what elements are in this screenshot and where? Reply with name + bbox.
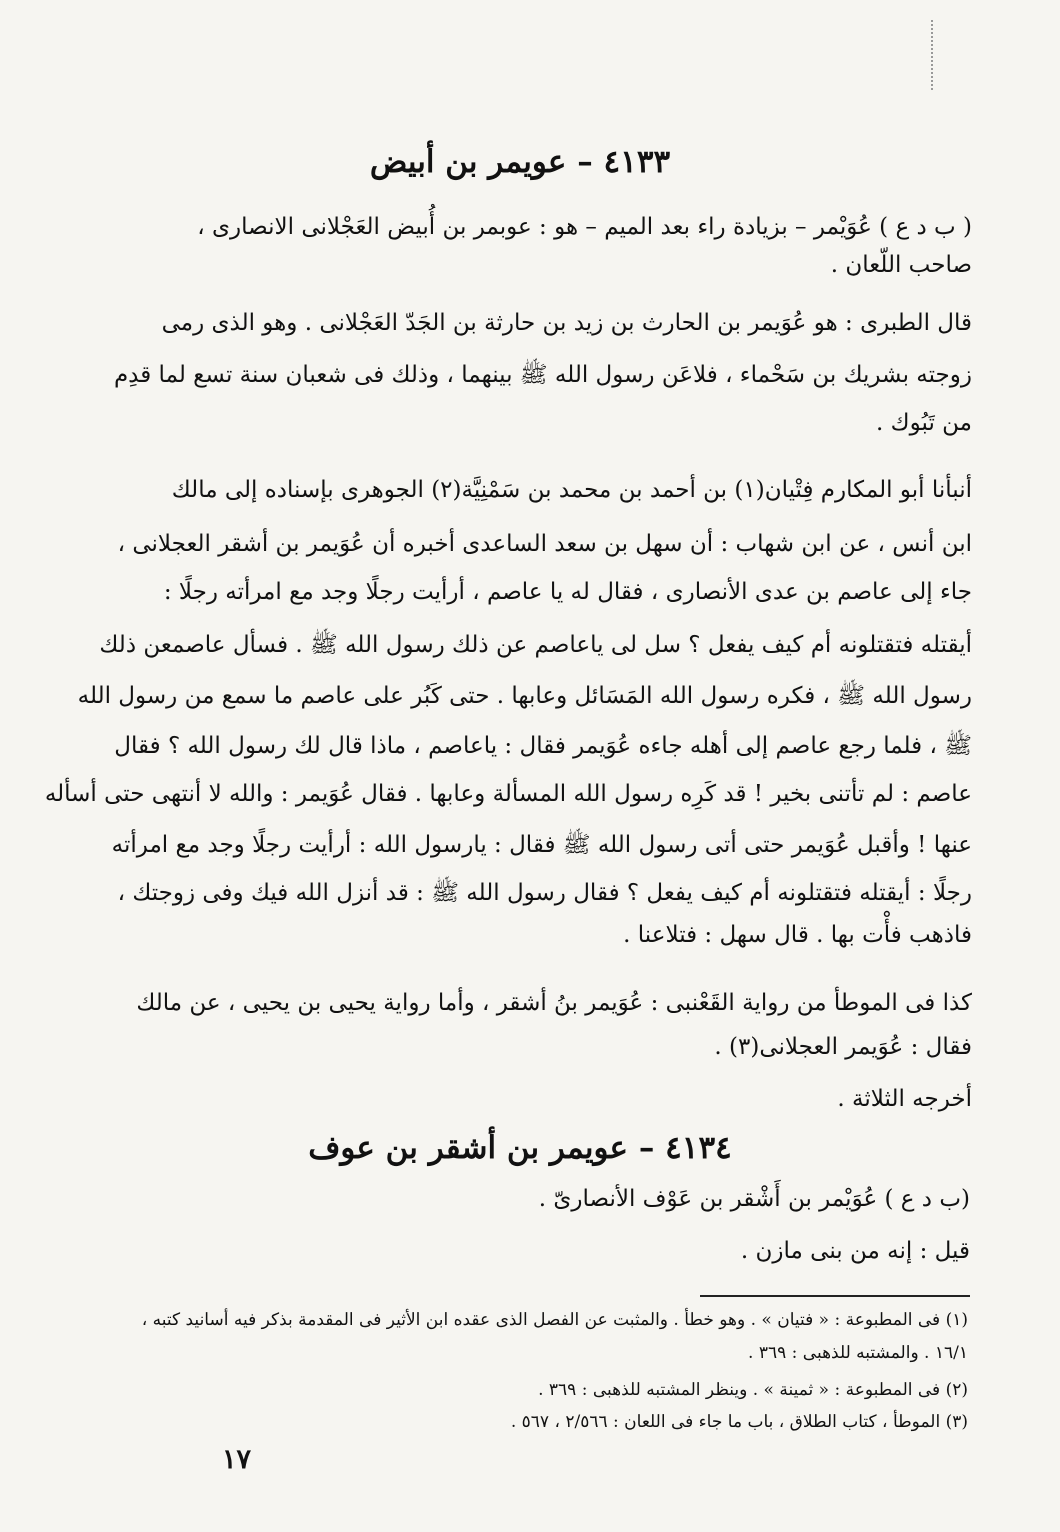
- entry-line: جاء إلى عاصم بن عدى الأنصارى ، فقال له يا عاصم ، أرأيت رجلًا وجد مع امرأته رجلًا :: [163, 579, 972, 605]
- entry-line: أخرجه الثلاثة .: [837, 1086, 972, 1112]
- entry-line: فقال : عُوَيمر العجلانى(٣) .: [714, 1034, 972, 1060]
- entry-line: من تَبُوك .: [876, 410, 972, 436]
- entry-line: صاحب اللّعان .: [830, 252, 972, 278]
- entry-line: رجلًا : أيقتله فتقتلونه أم كيف يفعل ؟ فقال رسول الله ﷺ : قد أنزل الله فيك وفى زوجتك ،: [117, 880, 972, 906]
- entry-line: رسول الله ﷺ ، فكره رسول الله المَسَائل وعابها . حتى كَبُر على عاصم ما سمع من رسول الله: [77, 683, 972, 709]
- entry-line: ﷺ ، فلما رجع عاصم إلى أهله جاءه عُوَيمر فقال : ياعاصم ، ماذا قال لك رسول الله ؟ فقال: [114, 733, 972, 759]
- entry-title: ٤١٣٤ – عويمر بن أشقر بن عوف: [308, 1130, 732, 1166]
- entry-line: فاذهب فأْت بها . قال سهل : فتلاعنا .: [623, 922, 972, 948]
- margin-dotted-line: [931, 20, 933, 90]
- footnote: (٢) فى المطبوعة : « ثمينة » . وينظر المشتبه للذهبى : ٣٦٩ .: [538, 1380, 968, 1400]
- entry-line: قال الطبرى : هو عُوَيمر بن الحارث بن زيد بن حارثة بن الجَدّ العَجْلانى . وهو الذى رمى: [161, 310, 972, 336]
- entry-line: ابن أنس ، عن ابن شهاب : أن سهل بن سعد الساعدى أخبره أن عُوَيمر بن أشقر العجلانى ،: [117, 531, 972, 557]
- entry-line: زوجته بشريك بن سَحْماء ، فلاعَن رسول الله ﷺ بينهما ، وذلك فى شعبان سنة تسع لما قدِم: [113, 362, 972, 388]
- footnote: ١٦/١ . والمشتبه للذهبى : ٣٦٩ .: [748, 1343, 968, 1363]
- entry-line: كذا فى الموطأ من رواية القَعْنبى : عُوَيمر بنُ أشقر ، وأما رواية يحيى بن يحيى ، عن مالك: [136, 990, 972, 1016]
- entry-line: أيقتله فتقتلونه أم كيف يفعل ؟ سل لى ياعاصم عن ذلك رسول الله ﷺ . فسأل عاصمعن ذلك: [99, 632, 972, 658]
- entry-line: (ب د ع ) عُوَيْمر بن أَشْقر بن عَوْف الأنصارىّ .: [538, 1186, 970, 1212]
- page-number: ١٧: [222, 1444, 252, 1475]
- entry-line: ( ب د ع ) عُوَيْمر – بزيادة راء بعد الميم – هو : عوبمر بن أُبيض العَجْلانى الانصارى ،: [197, 214, 972, 240]
- entry-line: عاصم : لم تأتنى بخير ! قد كَرِه رسول الله المسألة وعابها . فقال عُوَيمر : والله لا أنتهى حتى أسأله: [44, 781, 972, 807]
- entry-line: عنها ! وأقبل عُوَيمر حتى أتى رسول الله ﷺ فقال : يارسول الله : أرأيت رجلًا وجد مع امرأته: [111, 832, 972, 858]
- footnote: (١) فى المطبوعة : « فتيان » . وهو خطأ . والمثبت عن الفصل الذى عقده ابن الأثير فى المقدمة بذكر فيه أسانيد كتبه ،: [141, 1310, 968, 1330]
- footnote-divider: [700, 1295, 970, 1297]
- footnote: (٣) الموطأ ، كتاب الطلاق ، باب ما جاء فى اللعان : ٢/٥٦٦ ، ٥٦٧ .: [510, 1412, 968, 1432]
- entry-line: قيل : إنه من بنى مازن .: [740, 1238, 970, 1264]
- entry-line: أنبأنا أبو المكارم فِتْيان(١) بن أحمد بن محمد بن سَمْنِيَّة(٢) الجوهرى بإسناده إلى مالك: [171, 477, 972, 503]
- entry-title: ٤١٣٣ – عويمر بن أبيض: [369, 144, 671, 180]
